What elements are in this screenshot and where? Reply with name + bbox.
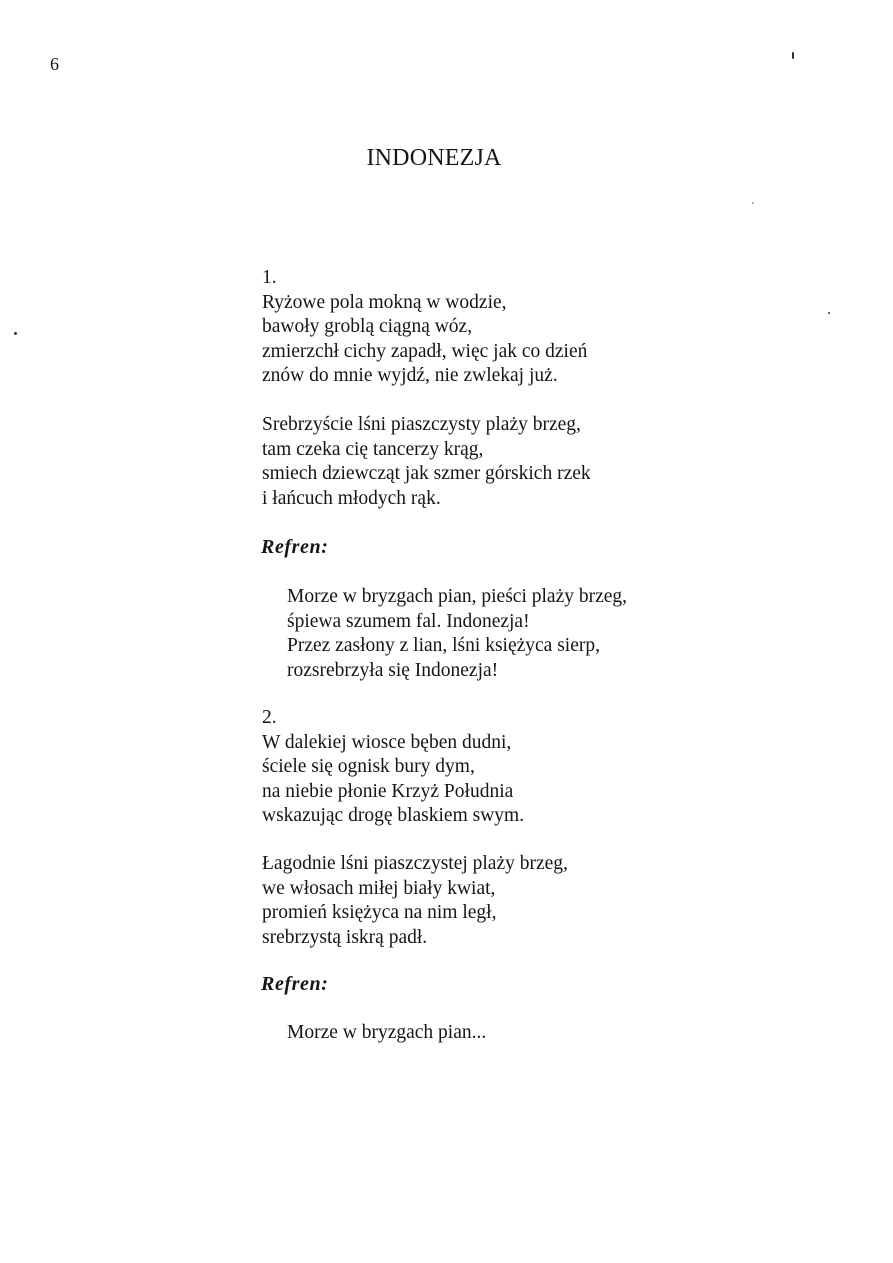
page-title: INDONEZJA xyxy=(366,145,502,171)
lyric-line: promień księżyca na nim legł, xyxy=(262,902,497,923)
verse-2 xyxy=(262,706,524,829)
verse-number: 2. xyxy=(262,707,277,728)
lyric-line: znów do mnie wyjdź, nie zwlekaj już. xyxy=(262,365,558,386)
scan-speck xyxy=(792,52,794,59)
scan-speck xyxy=(828,312,830,314)
lyric-line: Łagodnie lśni piaszczystej plaży brzeg, xyxy=(262,853,568,874)
lyric-line: i łańcuch młodych rąk. xyxy=(262,487,441,509)
page-number: 6 xyxy=(50,54,59,74)
scan-speck xyxy=(752,202,754,204)
lyric-line: wskazując drogę blaskiem swym. xyxy=(262,805,525,826)
lyric-line: zmierzchł cichy zapadł, więc jak co dzień xyxy=(262,340,588,362)
lyric-line: bawoły groblą ciągną wóz, xyxy=(262,316,473,337)
refrain-line: śpiewa szumem fal. Indonezja! xyxy=(287,610,530,632)
verse-2-stanza-2 xyxy=(262,852,568,950)
verse-1 xyxy=(262,266,587,389)
refrain-label: Refren: xyxy=(261,973,329,995)
refrain-2 xyxy=(287,1021,486,1046)
lyric-line: srebrzystą iskrą padł. xyxy=(262,926,428,948)
verse-number: 1. xyxy=(262,267,277,288)
lyric-line: tam czeka cię tancerzy krąg, xyxy=(262,438,484,460)
lyric-line: smiech dziewcząt jak szmer górskich rzek xyxy=(262,463,591,484)
refrain-line: Przez zasłony z lian, lśni księżyca sierp, xyxy=(287,635,600,656)
refrain-line: Morze w bryzgach pian, pieści plaży brzeg, xyxy=(287,586,628,607)
lyric-line: we włosach miłej biały kwiat, xyxy=(262,877,496,899)
lyric-line: Srebrzyście lśni piaszczysty plaży brzeg, xyxy=(262,414,581,435)
lyric-line: na niebie płonie Krzyż Południa xyxy=(262,780,514,802)
refrain-line: rozsrebrzyła się Indonezja! xyxy=(287,659,499,681)
scan-speck xyxy=(14,332,17,335)
lyric-line: W dalekiej wiosce bęben dudni, xyxy=(262,731,512,753)
refrain-1 xyxy=(287,585,627,683)
refrain-line: Morze w bryzgach pian... xyxy=(287,1022,487,1043)
refrain-label: Refren: xyxy=(261,536,329,558)
lyric-line: Ryżowe pola mokną w wodzie, xyxy=(262,291,507,313)
verse-1-stanza-2 xyxy=(262,413,591,511)
lyric-line: ściele się ognisk bury dym, xyxy=(262,756,475,777)
